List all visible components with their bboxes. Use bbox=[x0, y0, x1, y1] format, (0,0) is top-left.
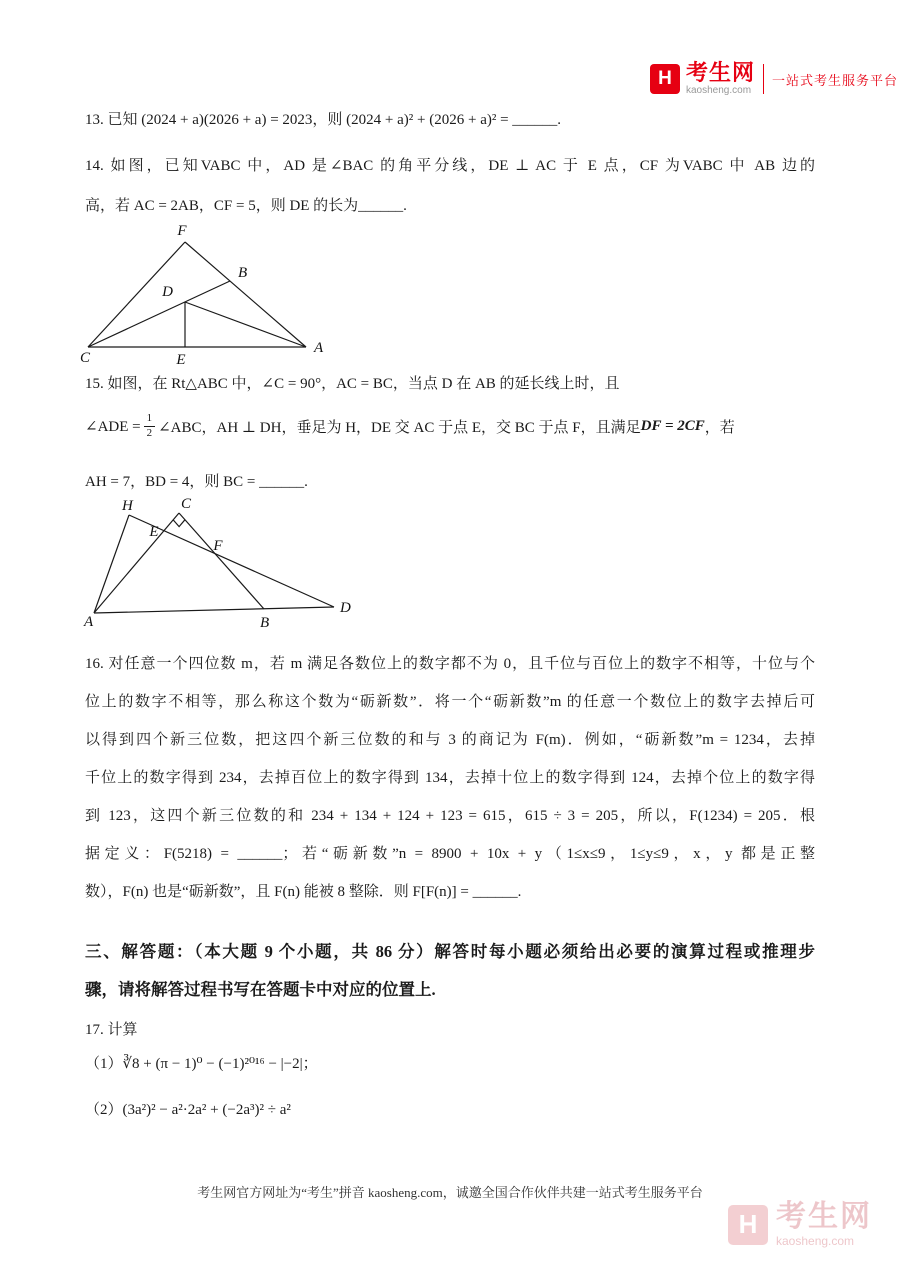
fig2-label-B: B bbox=[260, 615, 270, 631]
fraction-one-half bbox=[144, 412, 156, 439]
fig1-label-F: F bbox=[177, 223, 187, 239]
question-17-item2: （2）(3a²)² − a²·2a² + (−2a³)² ÷ a² bbox=[85, 1102, 291, 1118]
question-14-line1: 14. 如图，已知VABC 中，AD 是∠BAC 的角平分线，DE ⊥ AC 于 E 点，CF 为VABC 中 AB 边的 bbox=[85, 158, 815, 174]
question-16-line3: 以得到四个新三位数，把这四个新三位数的和与 3 的商记为 F(m)．例如，“砺新数”m = 1234，去掉 bbox=[85, 732, 815, 748]
fig2-label-F: F bbox=[213, 538, 223, 554]
question-15-line1: 15. 如图，在 Rt△ABC 中，∠C = 90°，AC = BC，当点 D 在 AB 的延长线上时，且 bbox=[85, 376, 620, 392]
fig1-label-E: E bbox=[176, 352, 186, 368]
logo-divider bbox=[763, 64, 764, 94]
q15-line2-mid: ∠ABC，AH ⊥ DH，垂足为 H，DE 交 AC 于点 E，交 BC 于点 F，且满足 bbox=[158, 419, 641, 436]
q15-figure bbox=[82, 498, 352, 638]
question-16-line7: 数），F(n) 也是“砺新数”，且 F(n) 能被 8 整除．则 F[F(n)] = ______. bbox=[85, 884, 522, 900]
brand-name: 考生网 bbox=[686, 60, 756, 85]
fig2-label-C: C bbox=[181, 498, 192, 512]
watermark-brand-name: 考生网 bbox=[776, 1200, 872, 1233]
q15-line2-post: ，若 bbox=[704, 419, 735, 436]
watermark-text-block bbox=[776, 1202, 872, 1247]
question-16-line1: 16. 对任意一个四位数 m，若 m 满足各数位上的数字都不为 0，且千位与百位上的数字不相等，十位与个 bbox=[85, 656, 815, 672]
fig1-label-B: B bbox=[238, 265, 248, 281]
watermark-brand-icon: H bbox=[728, 1205, 768, 1245]
brand-tagline: 一站式考生服务平台 bbox=[772, 72, 899, 88]
question-13: 13. 已知 (2024 + a)(2026 + a) = 2023，则 (2024 + a)² + (2026 + a)² = ______. bbox=[85, 112, 562, 128]
question-16-line2: 位上的数字不相等，那么称这个数为“砺新数”．将一个“砺新数”m 的任意一个数位上的数字去掉后可 bbox=[85, 694, 815, 710]
question-17-item1: （1）∛8 + (π − 1)⁰ − (−1)²⁰¹⁶ − |−2|； bbox=[85, 1056, 318, 1072]
question-16-line4: 千位上的数字得到 234，去掉百位上的数字得到 134，去掉十位上的数字得到 124，去掉个位上的数字得 bbox=[85, 770, 815, 786]
q15-line2-bold: DF = 2CF bbox=[640, 417, 705, 434]
question-16-line6: 据定义：F(5218) = ______；若“砺新数”n = 8900 + 10x + y（1≤x≤9，1≤y≤9，x，y 都是正整 bbox=[85, 846, 815, 862]
watermark-logo bbox=[728, 1202, 872, 1247]
header-logo bbox=[650, 62, 898, 96]
q14-figure bbox=[78, 222, 343, 368]
fig2-label-E: E bbox=[149, 524, 159, 540]
watermark-brand-domain: kaosheng.com bbox=[776, 1234, 855, 1248]
section-3-heading-line1: 三、解答题：（本大题 9 个小题，共 86 分）解答时每小题必须给出必要的演算过程或推理步 bbox=[85, 942, 815, 961]
question-14-line2: 高，若 AC = 2AB，CF = 5，则 DE 的长为______. bbox=[85, 198, 407, 214]
brand-text-block bbox=[686, 62, 755, 96]
section-3-heading-line2: 骤，请将解答过程书写在答题卡中对应的位置上. bbox=[85, 980, 436, 999]
footer-text: 考生网官方网址为“考生”拼音 kaosheng.com，诚邀全国合作伙伴共建一站式考生服务平台 bbox=[197, 1185, 703, 1200]
brand-domain: kaosheng.com bbox=[686, 85, 752, 96]
question-17-title: 17. 计算 bbox=[85, 1022, 138, 1038]
question-15-line3: AH = 7，BD = 4，则 BC = ______. bbox=[85, 474, 308, 490]
fraction-numerator: 1 bbox=[144, 412, 156, 426]
question-16-line5: 到 123，这四个新三位数的和 234 + 134 + 124 + 123 = 615，615 ÷ 3 = 205，所以，F(1234) = 205．根 bbox=[85, 808, 815, 824]
fig2-label-A: A bbox=[84, 614, 94, 630]
fraction-denominator: 2 bbox=[146, 426, 153, 439]
fig2-label-D: D bbox=[340, 600, 351, 616]
fig1-label-D: D bbox=[162, 284, 173, 300]
question-15-line2 bbox=[85, 405, 735, 447]
fig2-label-H: H bbox=[122, 498, 133, 514]
brand-icon: H bbox=[650, 64, 680, 94]
fig1-label-A: A bbox=[314, 340, 324, 356]
q15-line2-pre: ∠ADE = bbox=[85, 418, 141, 435]
fig1-label-C: C bbox=[80, 350, 91, 366]
